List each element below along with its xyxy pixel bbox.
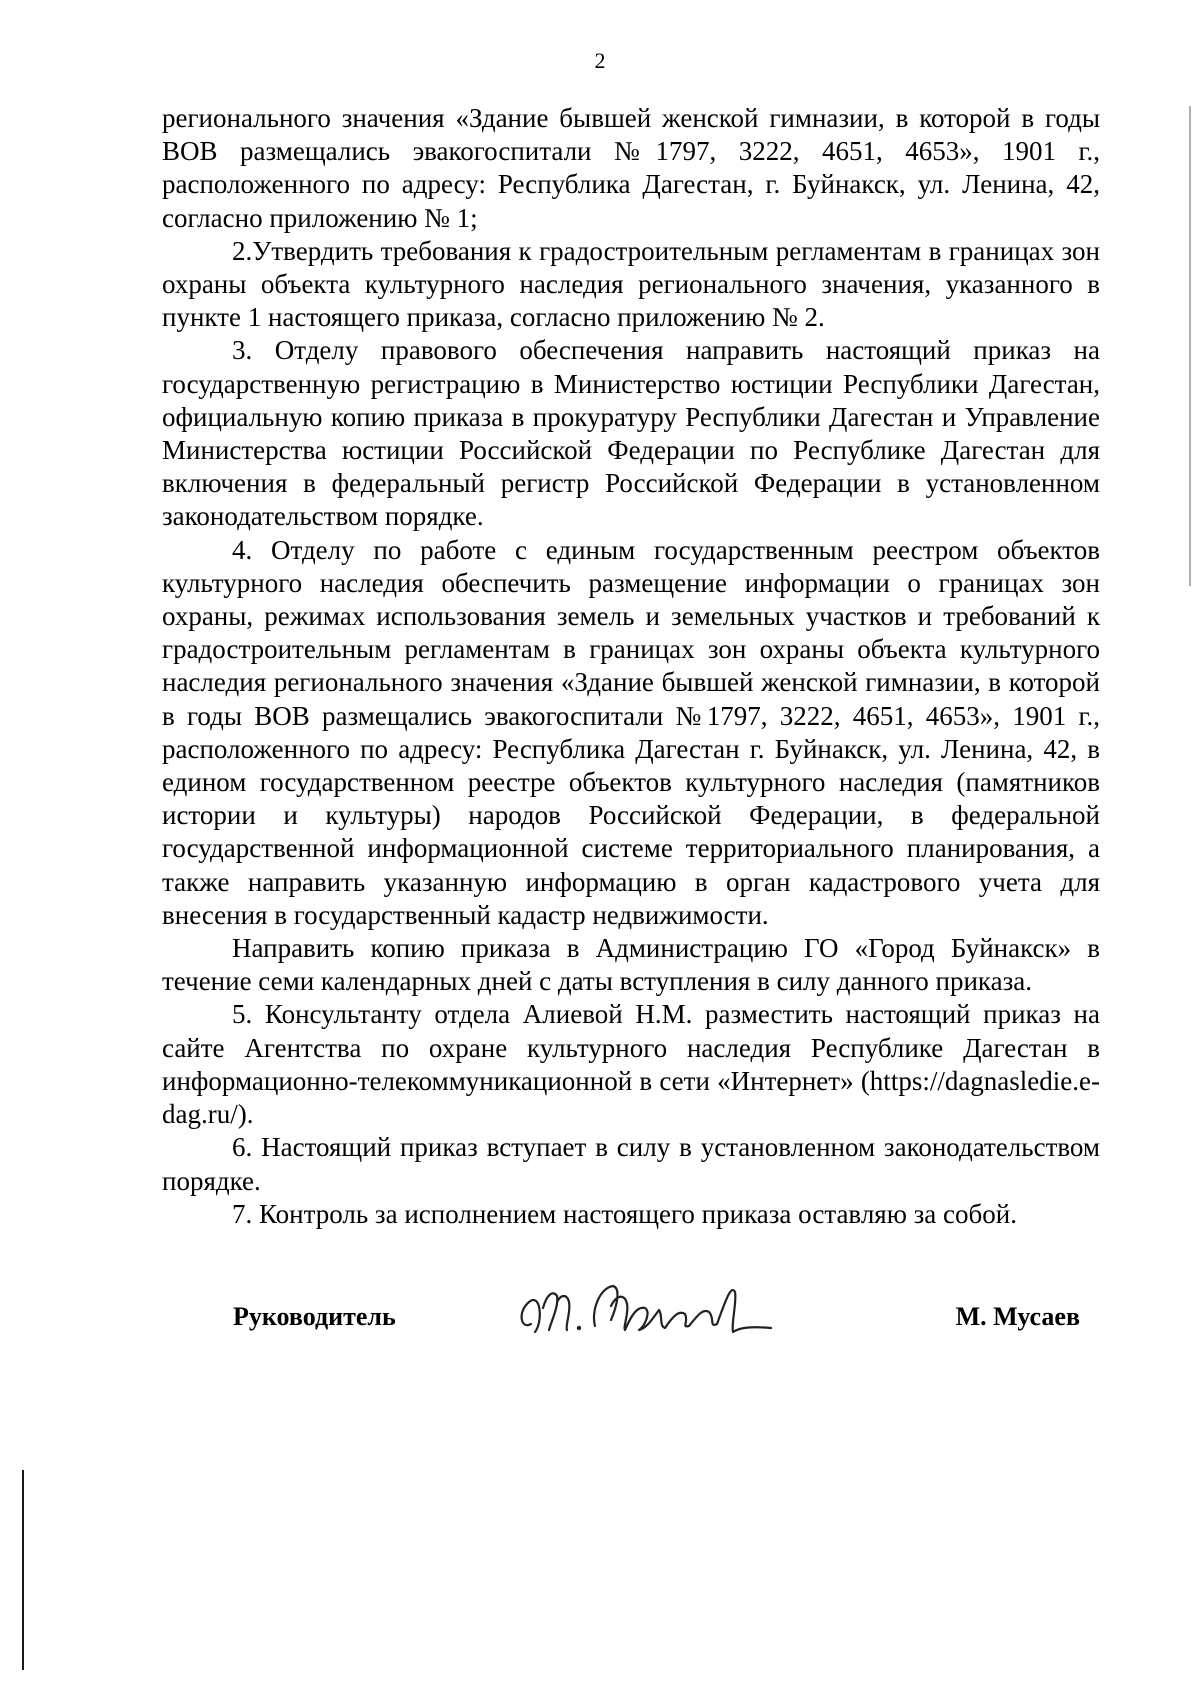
paragraph-item-7: 7. Контроль за исполнением настоящего приказа оставляю за собой. [232, 1198, 1017, 1229]
paragraph-item-4: 4. Отделу по работе с единым государственным реестром объектов культурного наследия обеспечить размещение информации о границах зон охраны, режимах использования земель и земельных участков и требований к градостроительным регламентам в границах зон охраны объекта культурного наследия регионального значения «Здание бывшей женской гимназии, в которой в годы ВОВ размещались эвакогоспитали №1797, 3222, 4651, 4653», 1901 г., расположенного по адресу: Республика Дагестан г. Буйнакск, ул. Ленина, 42, в едином государственном реестре объектов культурного наследия (памятников истории и культуры) народов Российской Федерации, в федеральной государственной информационной системе территориального планирования, а также направить указанную информацию в орган кадастрового учета для внесения в государственный кадастр недвижимости. [162, 534, 1100, 930]
paragraph-item-4-copy: Направить копию приказа в Администрацию ГО «Город Буйнакск» в течение семи календарных дней с даты вступления в силу данного приказа. [162, 933, 1100, 997]
signature-block [233, 1280, 1080, 1370]
paragraph-item-3: 3. Отделу правового обеспечения направить настоящий приказ на государственную регистрацию в Министерство юстиции Республики Дагестан, официальную копию приказа в прокуратуру Республики Дагестан и Управление Министерства юстиции Российской Федерации по Республике Дагестан для включения в федеральный регистр Российской Федерации в установленном законодательством порядке. [162, 335, 1100, 532]
document-body [162, 102, 1100, 1231]
signer-name: М. Мусаев [955, 1302, 1080, 1331]
paragraph-intro-continuation: регионального значения «Здание бывшей женской гимназии, в которой в годы ВОВ размещались эвакогоспитали №1797, 3222, 4651, 4653», 1901 г., расположенного по адресу: Республика Дагестан, г. Буйнакск, ул. Ленина, 42, согласно приложению № 1; [162, 103, 1100, 233]
scan-artifact-left [22, 1470, 24, 1670]
paragraph-item-2: 2.Утвердить требования к градостроительным регламентам в границах зон охраны объекта культурного наследия регионального значения, указанного в пункте 1 настоящего приказа, согласно приложению № 2. [162, 235, 1100, 333]
signer-title: Руководитель [233, 1302, 396, 1331]
page-number: 2 [594, 48, 606, 73]
paragraph-item-5: 5. Консультанту отдела Алиевой Н.М. разместить настоящий приказ на сайте Агентства по охране культурного наследия Республике Дагестан в информационно-телекоммуникационной в сети «Интернет» (https://dagnasledie.e-dag.ru/). [162, 999, 1100, 1130]
handwritten-signature [513, 1272, 783, 1352]
scan-artifact-right [1189, 106, 1191, 586]
paragraph-item-6: 6. Настоящий приказ вступает в силу в установленном законодательством порядке. [162, 1132, 1100, 1196]
